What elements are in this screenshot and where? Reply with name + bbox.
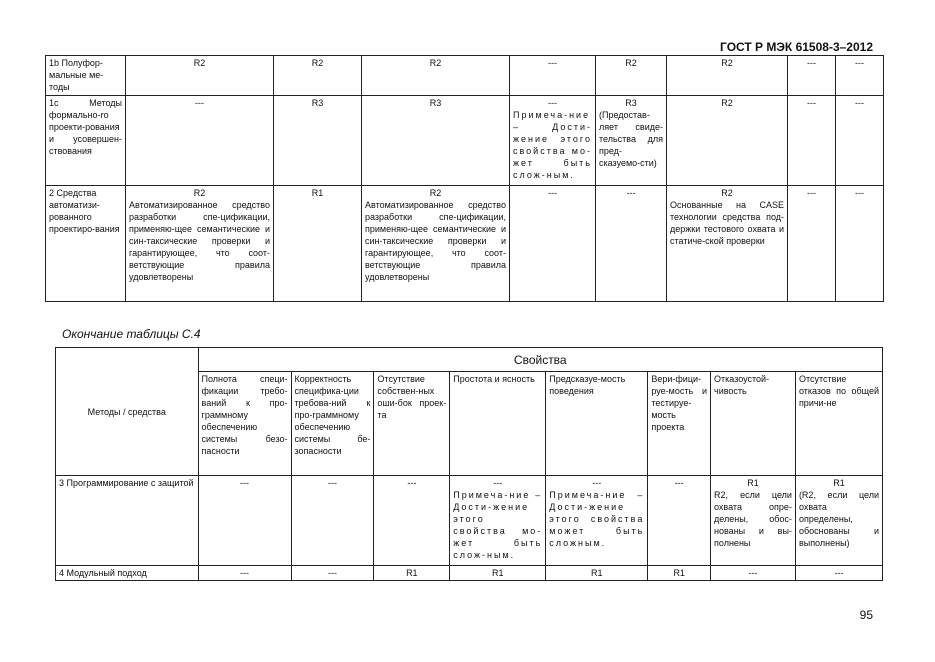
cell-note: Примеча-ние – Дости-жение этого свойства мо-жет быть слож-ным. (453, 490, 543, 560)
rating-cell: R3 (274, 96, 362, 186)
table-continuation (45, 55, 884, 302)
rating-value: --- (592, 478, 602, 488)
rating-cell: --- (291, 476, 374, 566)
rating-cell: R1 (274, 186, 362, 302)
cell-note: Автоматизированное средство разработки спе-цификации, применяю-щее семантические и син-таксические проверки и гарантирующее, что соот-ветствующие правила удовлетворены (129, 200, 270, 282)
rating-cell: --- (711, 566, 796, 581)
column-header: Отсутствие отказов по общей причи-не (795, 372, 882, 476)
rating-cell (596, 96, 667, 186)
rating-cell: --- (836, 96, 884, 186)
rating-cell: --- (648, 476, 711, 566)
cell-note: (R2, если цели охвата определены, обоснованы и выполнены) (798, 490, 879, 548)
cell-note: Основанные на CASE технологии средства под-держки тестового охвата и статиче-ской проверки (670, 200, 784, 246)
rating-value: R2 (721, 188, 733, 198)
cell-note: (Предостав-ляет свиде-тельства для пред-сказуемо-сти) (599, 110, 663, 168)
method-cell: 1b Полуфор-мальные ме-тоды (46, 56, 126, 96)
rating-cell: R2 (126, 56, 274, 96)
rating-cell: R2 (362, 56, 510, 96)
methods-header: Методы / средства (56, 348, 199, 476)
rating-cell: --- (126, 96, 274, 186)
column-header: Корректность специфика-ции требова-ний к про-граммному обеспечению системы бе-зопасности (291, 372, 374, 476)
rating-cell: --- (596, 186, 667, 302)
method-cell: 4 Модульный подход (56, 566, 199, 581)
rating-cell: R1 (450, 566, 546, 581)
rating-cell: --- (510, 56, 596, 96)
rating-cell (667, 186, 788, 302)
rating-cell: --- (788, 56, 836, 96)
rating-cell (510, 96, 596, 186)
table-row (56, 566, 883, 581)
rating-cell: R2 (596, 56, 667, 96)
rating-cell: R1 (374, 566, 450, 581)
column-header: Полнота специ-фикации требо-ваний к про-граммному обеспечению системы безо-пасности (198, 372, 291, 476)
rating-cell (450, 476, 546, 566)
rating-cell: R1 (648, 566, 711, 581)
rating-value: R1 (833, 478, 845, 488)
table-row (46, 56, 884, 96)
rating-cell: --- (788, 186, 836, 302)
rating-cell (126, 186, 274, 302)
rating-value: R3 (625, 98, 637, 108)
table-row (46, 96, 884, 186)
rating-cell (362, 186, 510, 302)
column-header: Простота и ясность (450, 372, 546, 476)
rating-cell: R2 (667, 96, 788, 186)
table-caption: Окончание таблицы С.4 (62, 327, 201, 341)
method-cell: 3 Программирование с защитой (56, 476, 199, 566)
rating-cell: --- (198, 476, 291, 566)
rating-cell: --- (374, 476, 450, 566)
rating-cell (711, 476, 796, 566)
table-row (46, 186, 884, 302)
cell-note: R2, если цели охвата опре-делены, обос-нованы и вы-полнены (714, 490, 792, 548)
rating-value: --- (548, 98, 557, 108)
rating-value: R2 (193, 188, 206, 198)
cell-note: Автоматизированное средство разработки спе-цификации, применяю-щее семантические и син-таксические проверки и гарантирующее, что соот-ветствующие правила удовлетворены (365, 200, 506, 282)
rating-cell: R3 (362, 96, 510, 186)
rating-cell: R2 (274, 56, 362, 96)
table-final (55, 347, 883, 581)
cell-note: Примеча-ние – Дости-жение этого свойства может быть сложным. (549, 490, 645, 548)
properties-header: Свойства (198, 348, 882, 372)
rating-value: R1 (747, 478, 759, 488)
rating-cell: --- (510, 186, 596, 302)
rating-value: --- (493, 478, 503, 488)
column-header: Отсутствие собствен-ных оши-бок проек-та (374, 372, 450, 476)
table-row (56, 476, 883, 566)
rating-value: R2 (429, 188, 442, 198)
header-row (56, 348, 883, 372)
standard-header: ГОСТ Р МЭК 61508-3–2012 (720, 40, 873, 54)
rating-cell: --- (291, 566, 374, 581)
column-header: Предсказуе-мость поведения (546, 372, 648, 476)
rating-cell (546, 476, 648, 566)
rating-cell: --- (795, 566, 882, 581)
cell-note: Примеча-ние – Дости-жение этого свойства мо-жет быть слож-ным. (513, 110, 592, 180)
rating-cell: --- (836, 186, 884, 302)
method-cell: 1c Методы формально-го проекти-рования и усовершен-ствования (46, 96, 126, 186)
rating-cell: --- (836, 56, 884, 96)
rating-cell (795, 476, 882, 566)
column-header: Вери-фици-руе-мость и тестируе-мость проекта (648, 372, 711, 476)
rating-cell: R1 (546, 566, 648, 581)
rating-cell: --- (788, 96, 836, 186)
method-cell: 2 Средства автоматизи-рованного проектиро-вания (46, 186, 126, 302)
rating-cell: --- (198, 566, 291, 581)
column-header: Отказоустой-чивость (711, 372, 796, 476)
rating-cell: R2 (667, 56, 788, 96)
page-number: 95 (859, 608, 873, 622)
